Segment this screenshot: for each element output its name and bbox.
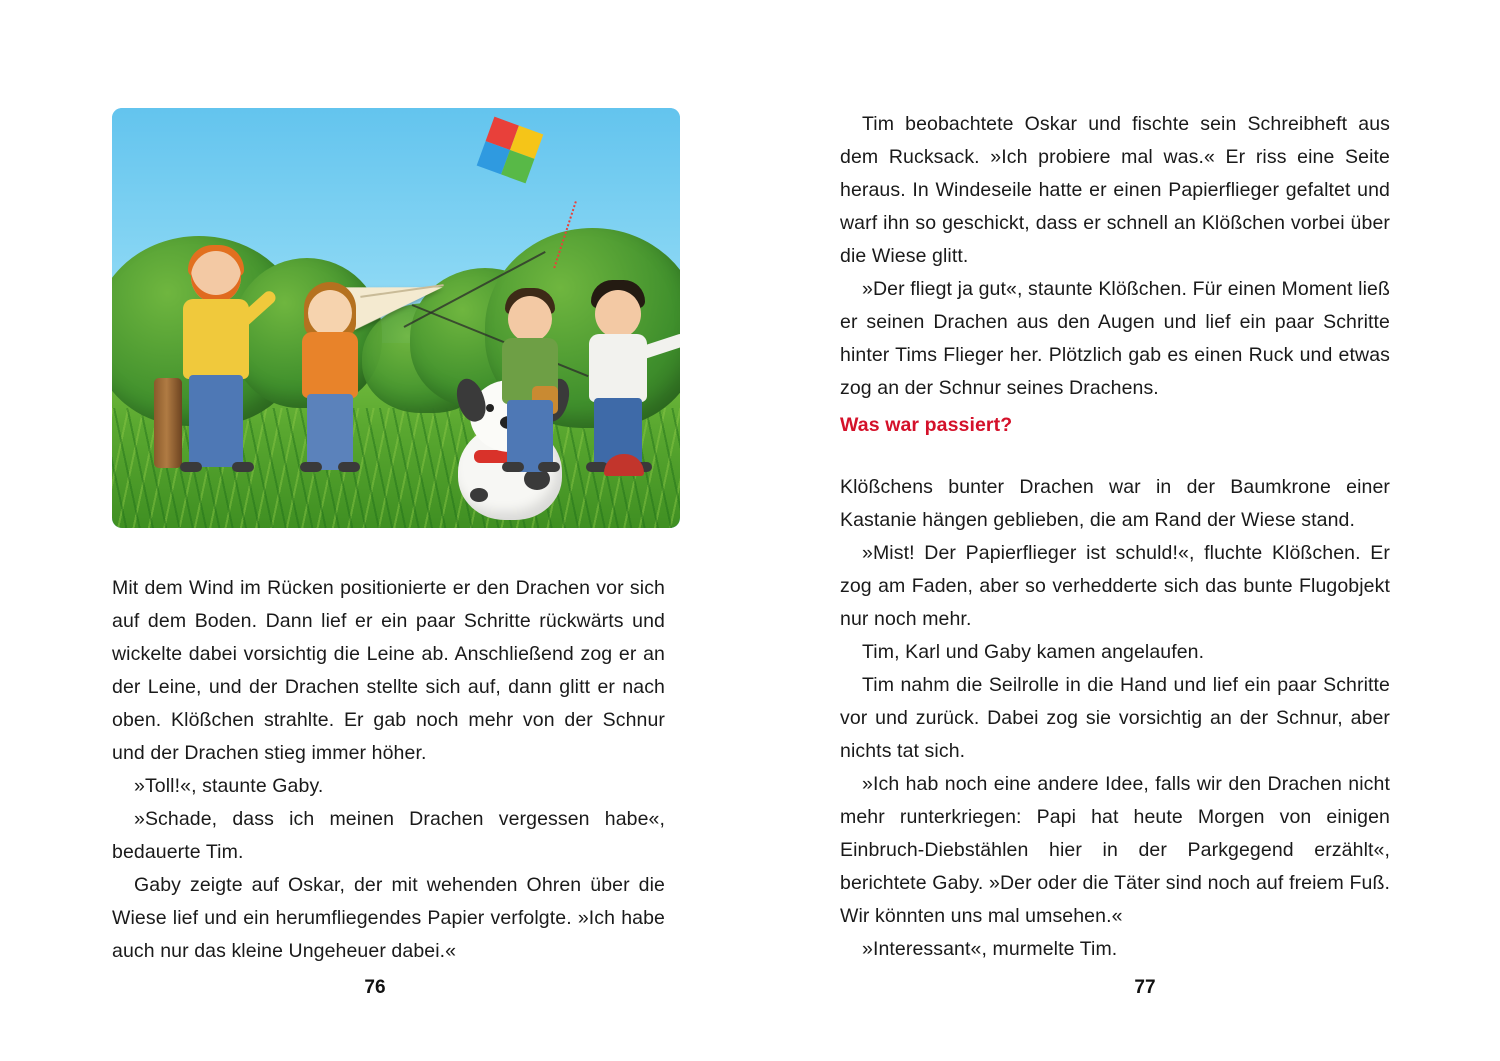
right-page-text	[840, 108, 1390, 966]
child-figure	[174, 251, 258, 466]
child-figure	[574, 288, 662, 466]
page-number: 77	[1134, 977, 1156, 998]
paragraph: »Der fliegt ja gut«, staunte Klößchen. Für einen Moment ließ er seinen Drachen aus den Augen und lief ein paar Schritte hinter Tims Flieger her. Plötzlich gab es einen Ruck und etwas zog an der Schnur seines Drachens.	[840, 278, 1390, 399]
child-figure	[292, 286, 368, 466]
kite-scene-illustration	[112, 108, 680, 528]
paragraph: »Schade, dass ich meinen Drachen vergessen habe«, bedauerte Tim.	[112, 808, 665, 863]
paragraph: Tim, Karl und Gaby kamen angelaufen.	[862, 641, 1205, 663]
paragraph: Tim nahm die Seilrolle in die Hand und lief ein paar Schritte vor und zurück. Dabei zog sie vorsichtig an der Schnur, aber nichts tat sich.	[840, 674, 1390, 762]
left-page-text	[112, 572, 665, 968]
paragraph: »Interessant«, murmelte Tim.	[862, 938, 1118, 960]
paragraph: »Mist! Der Papierflieger ist schuld!«, fluchte Klößchen. Er zog am Faden, aber so verhedderte sich das bunte Flugobjekt nur noch mehr.	[840, 542, 1390, 630]
paragraph: Mit dem Wind im Rücken positionierte er den Drachen vor sich auf dem Boden. Dann lief er ein paar Schritte rückwärts und wickelte dabei vorsichtig die Leine ab. Anschließend zog er an der Leine, und der Drachen stellte sich auf, dann glitt er nach oben. Klößchen strahlte. Er gab noch mehr von der Schnur und der Drachen stieg immer höher.	[112, 577, 665, 764]
spacer	[840, 445, 1390, 471]
paragraph: Klößchens bunter Drachen war in der Baumkrone einer Kastanie hängen geblieben, die am Rand der Wiese stand.	[840, 476, 1390, 531]
page-number: 76	[364, 977, 386, 998]
child-figure	[492, 294, 568, 466]
callout-question: Was war passiert?	[840, 414, 1013, 436]
paragraph: »Toll!«, staunte Gaby.	[134, 775, 324, 797]
paragraph: Gaby zeigte auf Oskar, der mit wehenden Ohren über die Wiese lief und ein herumfliegendes Papier verfolgte. »Ich habe auch nur das kleine Ungeheuer dabei.«	[112, 874, 665, 962]
paragraph: »Ich hab noch eine andere Idee, falls wir den Drachen nicht mehr runterkriegen: Papi hat heute Morgen von einigen Einbruch-Diebstählen hier in der Parkgegend erzählt«, berichtete Gaby. »Der oder die Täter sind noch auf freiem Fuß. Wir könnten uns mal umsehen.«	[840, 773, 1390, 927]
right-page	[750, 0, 1500, 1061]
paragraph: Tim beobachtete Oskar und fischte sein Schreibheft aus dem Rucksack. »Ich probiere mal was.« Er riss eine Seite heraus. In Windeseile hatte er einen Papierflieger gefaltet und warf ihn so geschickt, dass er schnell an Klößchen vorbei über die Wiese glitt.	[840, 113, 1390, 267]
